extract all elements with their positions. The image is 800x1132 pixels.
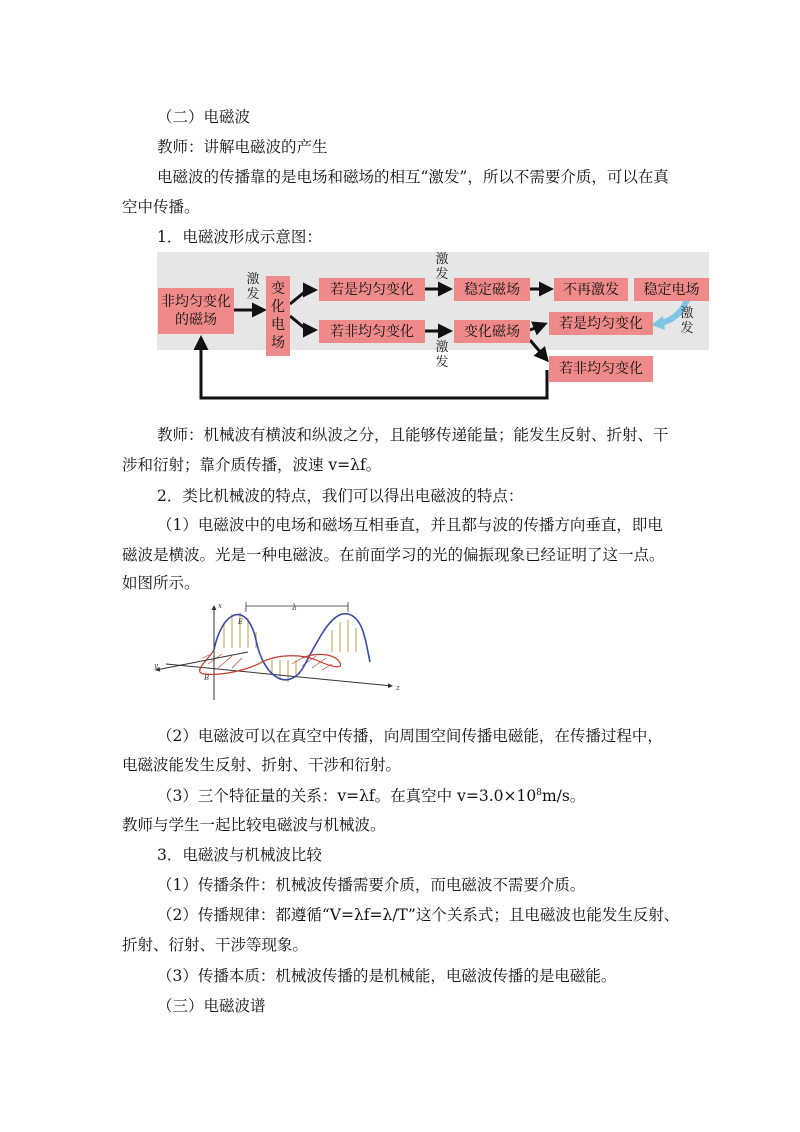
box-if-nonuniform-change: 若非均匀变化 <box>319 320 425 343</box>
wave-label-b: B <box>204 674 210 682</box>
box-no-longer-excite: 不再激发 <box>554 278 628 301</box>
box-if-nonuniform-change-2: 若非均匀变化 <box>549 356 653 382</box>
box-changing-magnetic-field: 变化磁场 <box>454 320 530 343</box>
label-excite-1: 激发 <box>246 272 260 302</box>
wave-label-y: y <box>154 662 158 670</box>
section-heading-em-spectrum: （三）电磁波谱 <box>157 997 266 1015</box>
paragraph-line: （1）电磁波中的电场和磁场互相垂直，并且都与波的传播方向垂直，即电 <box>157 516 663 534</box>
subheading-characteristics: 2．类比机械波的特点，我们可以得出电磁波的特点： <box>157 487 524 505</box>
paragraph-line: 电磁波能发生反射、折射、干涉和衍射。 <box>122 756 402 774</box>
subheading-diagram: 1．电磁波形成示意图： <box>157 228 322 246</box>
exponent: 8 <box>536 787 542 798</box>
box-if-uniform-change-2: 若是均匀变化 <box>549 312 653 335</box>
em-wave-formation-diagram <box>157 252 709 414</box>
teacher-line-1: 教师：讲解电磁波的产生 <box>157 138 328 156</box>
box-if-uniform-change: 若是均匀变化 <box>319 278 425 301</box>
paragraph-line: （3）传播本质：机械波传播的是机械能，电磁波传播的是电磁能。 <box>157 967 617 985</box>
paragraph-line: 教师与学生一起比较电磁波与机械波。 <box>122 816 386 834</box>
em-wave-figure <box>152 600 410 706</box>
paragraph-line: 涉和衍射；靠介质传播，波速 v=λf。 <box>122 456 382 474</box>
paragraph-line <box>157 786 585 806</box>
paragraph-line: （1）传播条件：机械波传播需要介质，而电磁波不需要介质。 <box>157 876 586 894</box>
unit-text: m/s。 <box>541 787 586 805</box>
paragraph-line: （2）传播规律：都遵循“V=λf=λ/T”这个关系式；且电磁波也能发生反射、 <box>157 906 680 924</box>
box-stable-electric-field: 稳定电场 <box>634 278 709 301</box>
box-changing-electric-field: 变化电场 <box>266 276 290 356</box>
label-excite-2: 激发 <box>435 252 449 282</box>
wave-label-x: x <box>218 602 222 610</box>
box-nonuniform-magnetic-field: 非均匀变化的磁场 <box>158 288 234 334</box>
teacher-line-2: 教师：机械波有横波和纵波之分，且能够传递能量；能发生反射、折射、干 <box>157 426 669 444</box>
paragraph-line: 如图所示。 <box>122 574 200 592</box>
section-heading-em-waves: （二）电磁波 <box>157 108 251 126</box>
wave-label-lambda: λ <box>292 603 298 612</box>
box-stable-magnetic-field: 稳定磁场 <box>454 278 530 301</box>
paragraph-line: 磁波是横波。光是一种电磁波。在前面学习的光的偏振现象已经证明了这一点。 <box>122 546 665 564</box>
em-wave-illustration <box>152 600 410 706</box>
wave-label-e: E <box>238 618 244 626</box>
paragraph-line: 折射、衍射、干涉等现象。 <box>122 936 309 954</box>
paragraph-line: 电磁波的传播靠的是电场和磁场的相互“激发”，所以不需要介质，可以在真 <box>157 168 669 186</box>
wave-label-z: z <box>396 684 400 692</box>
paragraph-line: 空中传播。 <box>122 198 200 216</box>
relation-text: （3）三个特征量的关系：v=λf。在真空中 v=3.0×10 <box>157 787 537 805</box>
label-excite-3: 激发 <box>435 340 449 370</box>
label-excite-4: 激发 <box>680 306 694 336</box>
subheading-comparison: 3．电磁波与机械波比较 <box>157 846 322 864</box>
paragraph-line: （2）电磁波可以在真空中传播，向周围空间传播电磁能，在传播过程中， <box>157 727 663 745</box>
